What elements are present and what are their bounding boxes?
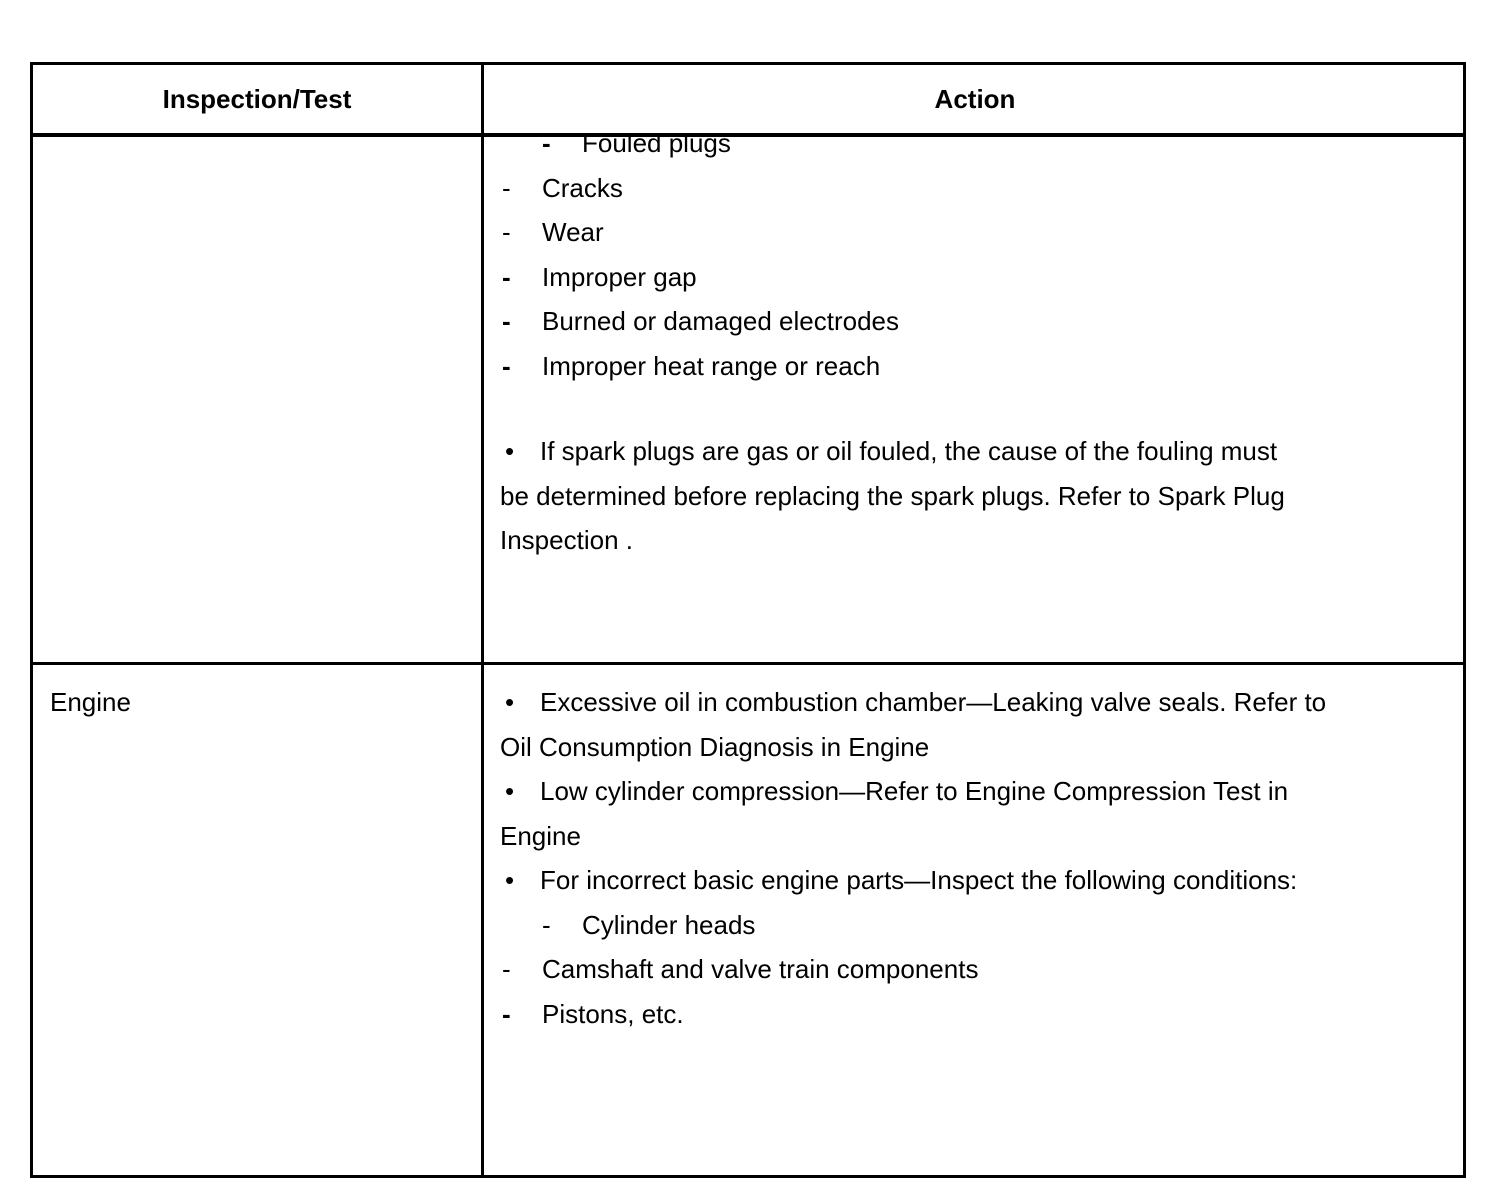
header-action: Action — [934, 84, 1016, 114]
dash-marker: - — [542, 909, 551, 940]
dash-marker: - — [502, 998, 511, 1029]
dash-marker: - — [542, 128, 551, 158]
dash-marker: - — [502, 172, 511, 203]
dash-marker: - — [502, 350, 511, 381]
dash-marker: - — [502, 306, 511, 336]
header-inspection-test: Inspection/Test — [162, 84, 352, 114]
dash-marker: - — [502, 217, 511, 247]
inspection-cell-engine: Engine — [50, 687, 131, 717]
bullet-marker: • — [505, 865, 515, 895]
inspection-table: Inspection/Test Action - Fouled plugs - Cracks - Wear - Improper gap - Burned or damaged electrodes - Improper heat range or reach • If spark plugs are gas or oil fouled, the cause of the fouling must be determined before replacing the spark plugs. Refer to Spark Plug Inspection . Engine • Excessive oil in combustion chamber—Leaking valve seals. Refer to Oil Consumption Diagnosis in Engine • Low cylinder compression—Refer to Engine Compression Test in Engine • For incorrect basic engine parts—Inspect the following conditions: - Cylinder heads - Camshaft and valve train components - Pistons, etc. — [30, 62, 1466, 1178]
table-header-row — [33, 65, 1463, 137]
column-divider — [481, 65, 484, 1175]
bullet-marker: • — [505, 436, 515, 466]
dash-marker: - — [502, 954, 511, 984]
dash-marker: - — [502, 261, 511, 292]
bullet-marker: • — [505, 687, 515, 717]
row-divider — [33, 662, 1463, 665]
bullet-marker: • — [505, 776, 515, 806]
